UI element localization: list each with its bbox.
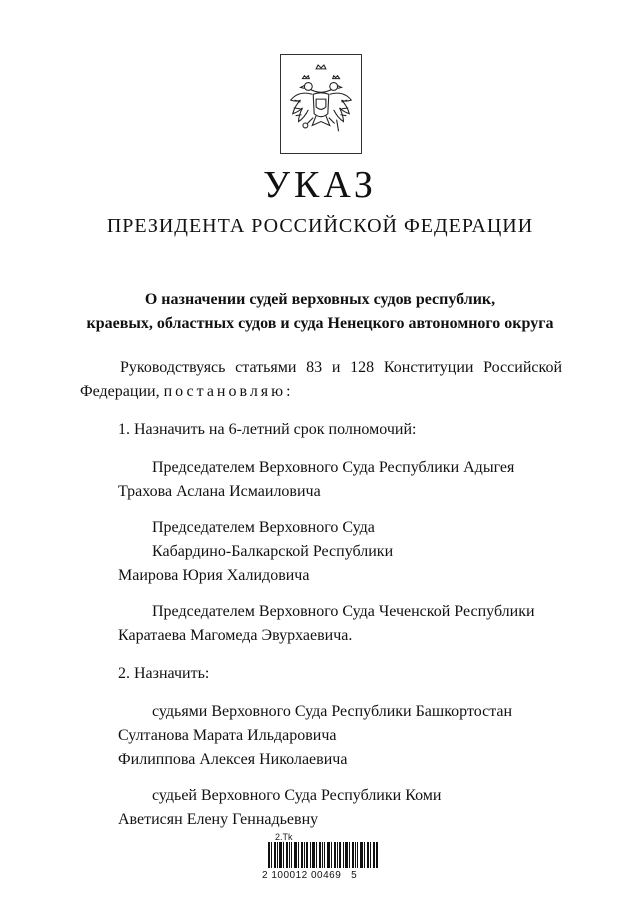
clause-2-heading: 2. Назначить:	[118, 665, 210, 682]
clause-1-heading: 1. Назначить на 6-летний срок полномочий:	[118, 421, 417, 438]
barcode-number: 2 100012 00469 5	[262, 870, 358, 881]
preamble-line-2	[80, 380, 294, 404]
clause-1-block-1-name: Трахова Аслана Исмаиловича	[118, 483, 321, 500]
clause-1-block-3-name: Каратаева Магомеда Эвурхаевича.	[118, 627, 353, 644]
double-headed-eagle-icon	[281, 55, 361, 153]
clause-1-block-3-position: Председателем Верховного Суда Чеченской Республики	[152, 603, 535, 620]
preamble-line-1: Руководствуясь статьями 83 и 128 Конституции Российской	[120, 359, 562, 376]
barcode	[268, 842, 378, 868]
preamble-federation-text: Федерации,	[80, 383, 164, 400]
clause-2-block-1-position: судьями Верховного Суда Республики Башкортостан	[152, 703, 513, 720]
clause-2-block-1-name-2: Филиппова Алексея Николаевича	[118, 751, 348, 768]
clause-2-block-1-name-1: Султанова Марата Ильдаровича	[118, 727, 337, 744]
clause-1-block-2-position-line-1: Председателем Верховного Суда	[152, 519, 375, 536]
subject-line-2: краевых, областных судов и суда Ненецкого автономного округа	[86, 315, 554, 332]
barcode-icon	[268, 842, 378, 868]
preamble-decree-word: постановляю:	[163, 383, 294, 400]
clause-2-block-2-name: Аветисян Елену Геннадьевну	[118, 811, 319, 828]
issuer-title: ПРЕЗИДЕНТА РОССИЙСКОЙ ФЕДЕРАЦИИ	[106, 215, 534, 237]
registration-mark: 2.Тk	[275, 832, 293, 842]
document-type: УКАЗ	[263, 164, 377, 206]
state-emblem	[280, 54, 362, 154]
clause-2-block-2-position: судьей Верховного Суда Республики Коми	[152, 787, 442, 804]
subject-line-1: О назначении судей верховных судов республик,	[144, 291, 496, 308]
clause-1-block-1-position: Председателем Верховного Суда Республики Адыгея	[152, 459, 515, 476]
clause-1-block-2-name: Маирова Юрия Халидовича	[118, 567, 310, 584]
clause-1-block-2-position-line-2: Кабардино-Балкарской Республики	[152, 543, 394, 560]
